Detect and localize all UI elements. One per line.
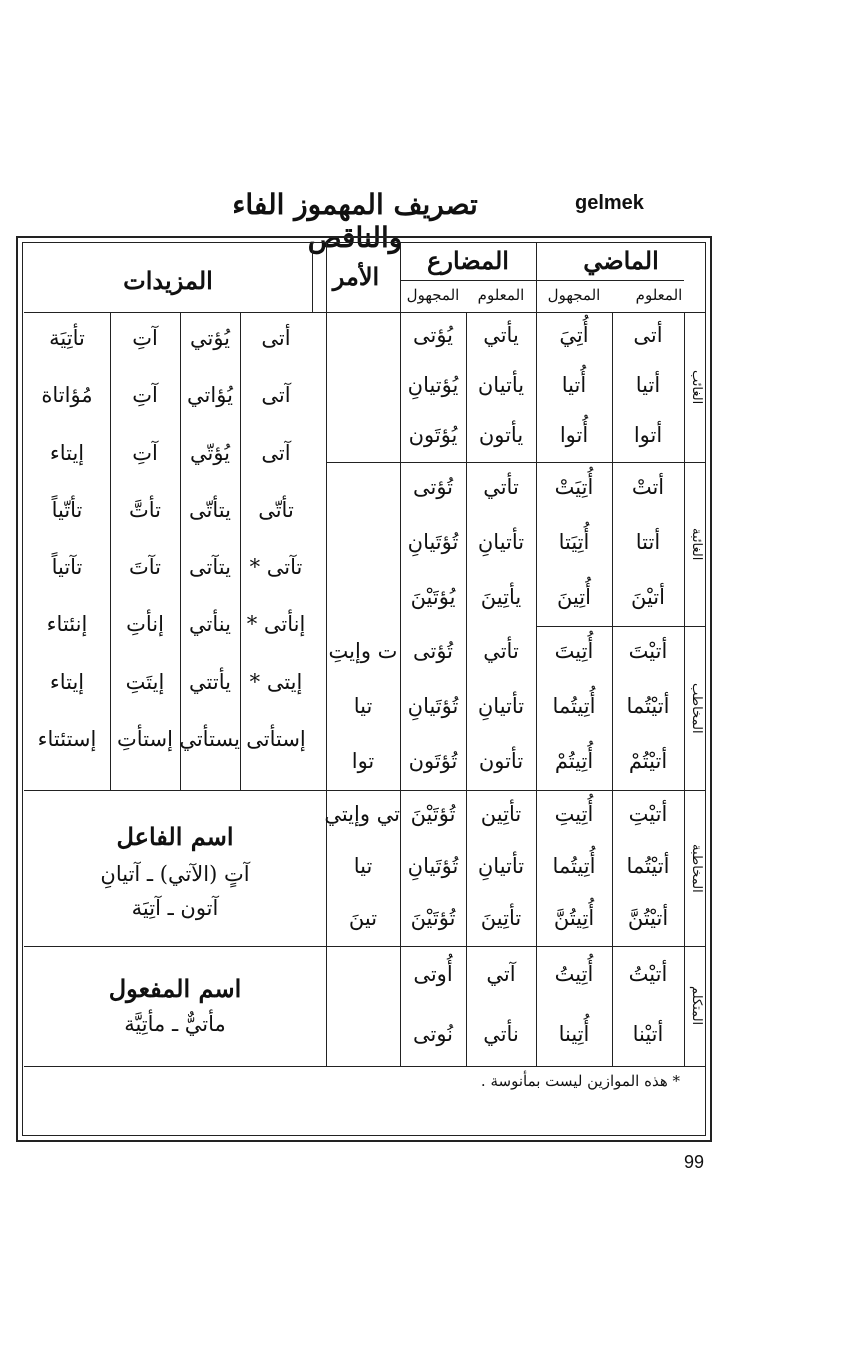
conjugation-cell: توا: [351, 748, 375, 773]
side-label: المخاطبة: [689, 843, 704, 893]
row-rule: [326, 462, 706, 463]
conjugation-cell: أُتِيتُ: [554, 962, 594, 986]
conjugation-cell: أُتيا: [561, 373, 587, 397]
mazid-form: تآتياً: [51, 555, 83, 579]
header-madi: الماضي: [583, 246, 659, 275]
mazid-form: إيتاء: [49, 669, 85, 694]
conjugation-cell: أُتِيتِ: [554, 802, 594, 826]
conjugation-cell: أُتِيَ: [559, 323, 589, 347]
header-madi-majhoul: المجهول: [547, 286, 601, 304]
conjugation-cell: نُوتى: [412, 1022, 454, 1046]
side-label: الغائب: [689, 369, 704, 405]
mazid-form: تأتِيَة: [49, 326, 85, 350]
conjugation-cell: تُؤتَيانِ: [407, 530, 459, 554]
conjugation-cell: أُتِيتُما: [552, 854, 596, 878]
mazid-form: تأتّياً: [51, 497, 83, 522]
side-label: المتكلم: [689, 986, 704, 1026]
mazid-form: آتِ: [132, 326, 158, 350]
header-madi-maloum: المعلوم: [635, 286, 683, 304]
conjugation-cell: أُتِينَ: [556, 584, 591, 609]
conjugation-cell: أتيْنا: [632, 1022, 664, 1046]
conjugation-cell: أتيْتُنَّ: [627, 906, 669, 930]
conjugation-cell: تي وإيتي: [324, 802, 400, 826]
conjugation-cell: تأتون: [478, 748, 524, 773]
conjugation-cell: يُؤتيانِ: [407, 373, 459, 397]
mazid-form: آتى: [261, 440, 291, 465]
conjugation-cell: تأتيانِ: [477, 530, 525, 554]
mazid-form: إيتَتِ: [125, 669, 165, 694]
mazid-form: مُؤاتاة: [41, 383, 93, 408]
conjugation-cell: تيا: [353, 854, 373, 878]
conjugation-cell: تُؤتَيانِ: [407, 854, 459, 878]
conjugation-cell: تُؤتى: [412, 639, 454, 664]
conjugation-cell: تيا: [353, 694, 373, 718]
conjugation-cell: تأتيانِ: [477, 854, 525, 878]
conjugation-cell: تأتي: [483, 639, 519, 664]
conjugation-cell: تأتِينَ: [480, 906, 522, 930]
conjugation-cell: أتوا: [633, 423, 663, 447]
conjugation-cell: تأتيانِ: [477, 694, 525, 718]
mazid-form: إنأتِ: [126, 612, 164, 637]
mazid-form: يُؤاتي: [187, 383, 233, 408]
mazid-form: يُؤتي: [189, 326, 231, 350]
conjugation-cell: أُتِينا: [558, 1022, 590, 1046]
conjugation-cell: أتيْتُما: [626, 694, 670, 718]
page-title-latin: gelmek: [575, 192, 644, 214]
conjugation-cell: تأتي: [483, 475, 519, 500]
mazid-form: آتى: [261, 383, 291, 408]
conjugation-cell: أُتِيتُنَّ: [553, 906, 595, 930]
mazid-form: تآتى *: [249, 555, 303, 579]
ism-maful-line1: مأتيٌّ ـ مأتِيَّة: [124, 1012, 226, 1036]
conjugation-cell: يأتِينَ: [480, 584, 522, 609]
conjugation-cell: يأتون: [478, 423, 524, 447]
mazid-form: إستئتاء: [37, 726, 97, 751]
mazid-form: أتى: [261, 326, 291, 350]
mazid-form: يُؤتّي: [189, 440, 231, 465]
conjugation-cell: تُؤتَيْنَ: [410, 802, 456, 826]
mazid-form: تآتَ: [128, 555, 161, 579]
conjugation-cell: تُؤتى: [412, 475, 454, 500]
ism-maful-title: اسم المفعول: [108, 974, 242, 1003]
conjugation-cell: تينَ: [348, 906, 378, 930]
conjugation-cell: أتيْتُما: [626, 854, 670, 878]
mazid-form: ينأتي: [189, 612, 231, 637]
conjugation-cell: تُؤتَون: [408, 748, 458, 773]
header-mudari: المضارع: [427, 246, 509, 275]
mazid-form: يأتتي: [189, 669, 231, 694]
header-mudari-maloum: المعلوم: [477, 286, 525, 304]
conjugation-cell: يُؤتَون: [408, 423, 458, 447]
conjugation-cell: أُتِيتَ: [554, 639, 594, 664]
conjugation-cell: يأتي: [483, 323, 519, 347]
mazid-form: يستأتي: [179, 726, 240, 751]
row-rule: [536, 626, 706, 627]
header-amr: الأمر: [332, 262, 380, 291]
conjugation-cell: ت وإيتِ: [328, 639, 398, 664]
conjugation-cell: أُتِيتُما: [552, 694, 596, 718]
conjugation-cell: أُتوا: [559, 423, 589, 447]
side-label: المخاطب: [689, 682, 704, 734]
ism-fail-line2: آتون ـ آتِيَة: [131, 896, 219, 920]
mazid-form: إيتاء: [49, 440, 85, 465]
mazid-form: يتأتّى: [189, 497, 231, 522]
conjugation-cell: أُتِيتُمْ: [554, 748, 594, 773]
mazid-form: آتِ: [132, 440, 158, 465]
conjugation-cell: أتيا: [635, 373, 661, 397]
conjugation-cell: أتيْتُ: [628, 962, 668, 986]
mazid-form: إنئتاء: [46, 612, 88, 637]
side-label: الغائبة: [689, 527, 704, 561]
ism-fail-line1: آتٍ (الآتي) ـ آتيانِ: [100, 862, 250, 886]
sub-header-rule: [400, 280, 684, 281]
mazid-form: تأتّى: [258, 497, 294, 522]
header-mazidat: المزيدات: [123, 266, 213, 295]
row-rule: [24, 1066, 706, 1067]
column-rule: [684, 312, 685, 1066]
mazid-form: تأتَّ: [128, 497, 161, 522]
conjugation-cell: آتي: [486, 962, 516, 986]
conjugation-cell: أتيْتِ: [628, 802, 668, 826]
conjugation-cell: يُؤتَيْنَ: [410, 584, 456, 609]
conjugation-cell: يُؤتى: [412, 323, 454, 347]
conjugation-cell: أُتِيَتْ: [554, 475, 594, 500]
page-number: 99: [684, 1152, 705, 1172]
conjugation-cell: أتتا: [635, 530, 661, 554]
conjugation-cell: أتتْ: [631, 475, 665, 500]
conjugation-cell: أُوتى: [413, 962, 453, 986]
mazid-form: إستأتى: [246, 726, 306, 751]
row-rule: [24, 946, 706, 947]
row-rule: [24, 790, 706, 791]
conjugation-cell: أتيْتُمْ: [628, 748, 668, 773]
conjugation-cell: نأتي: [483, 1022, 519, 1046]
conjugation-cell: أتيْنَ: [630, 584, 665, 609]
footnote: * هذه الموازين ليست بمأنوسة .: [480, 1072, 680, 1090]
conjugation-cell: تُؤتَيْنَ: [410, 906, 456, 930]
conjugation-cell: يأتيان: [477, 373, 525, 397]
conjugation-cell: أُتِيَتا: [558, 530, 590, 554]
header-rule: [24, 312, 706, 313]
page-title: تصريف المهموز الفاء والناقص: [232, 188, 478, 254]
mazid-form: إيتى *: [249, 669, 303, 694]
mazid-form: يتآتى: [189, 555, 231, 579]
conjugation-cell: تُؤتَيانِ: [407, 694, 459, 718]
conjugation-cell: أتيْتَ: [628, 639, 668, 664]
mazid-form: إستأتِ: [117, 726, 173, 751]
mazid-form: آتِ: [132, 383, 158, 408]
ism-fail-title: اسم الفاعل: [116, 822, 234, 851]
conjugation-cell: تأتِين: [480, 802, 522, 826]
header-mudari-majhoul: المجهول: [406, 286, 460, 304]
conjugation-cell: أتى: [633, 323, 663, 347]
mazid-form: إنأتى *: [246, 612, 306, 637]
